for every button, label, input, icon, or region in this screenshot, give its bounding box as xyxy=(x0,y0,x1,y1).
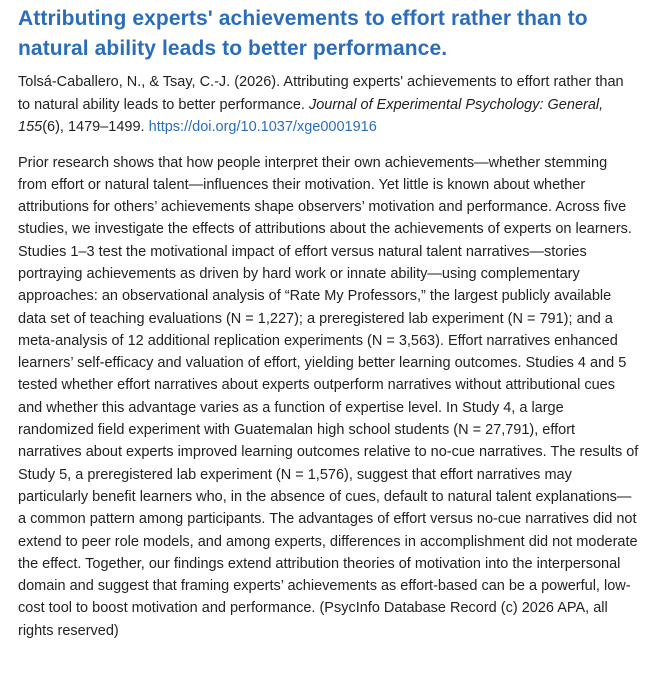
citation-authors: Tolsá-Caballero, N., & Tsay, C.-J. (2026). Attributing experts' achievements to effort rather than to natural ability leads to better performance. xyxy=(18,74,624,113)
doi-link[interactable]: https://doi.org/10.1037/xge0001916 xyxy=(148,119,377,135)
article-title: Attributing experts' achievements to effort rather than to natural ability leads to better performance. xyxy=(18,7,588,60)
abstract-text: Prior research shows that how people interpret their own achievements—whether stemming from effort or natural talent—influences their motivation. Yet little is known about whether attributions for others’ achievements shape observers’ motivation and performance. Across five studies, we investigate the effects of attributions about the achievements of experts on learners. Studies 1–3 test the motivational impact of effort versus natural talent narratives—stories portraying achievements as driven by hard work or innate ability—using complementary approaches: an observational analysis of “Rate My Professors,” the largest publicly available data set of teaching evaluations (N = 1,227); a preregistered lab experiment (N = 791); and a meta-analysis of 12 additional replication experiments (N = 3,563). Effort narratives enhanced learners’ self-efficacy and valuation of effort, yielding better learning outcomes. Studies 4 and 5 tested whether effort narratives about experts outperform narratives without attributional cues and whether this advantage varies as a function of expertise level. In Study 4, a large randomized field experiment with Guatemalan high school students (N = 27,791), effort narratives about experts improved learning outcomes relative to no-cue narratives. The results of Study 5, a preregistered lab experiment (N = 1,576), suggest that effort narratives may particularly benefit learners who, in the absence of cues, default to natural talent explanations—a common pattern among participants. The advantages of effort versus no-cue narratives did not extend to peer role models, and among experts, differences in accomplishment did not moderate the effect. Together, our findings extend attribution theories of motivation into the interpersonal domain and suggest that framing experts’ achievements as effort-based can be a powerful, low-cost tool to boost motivation and performance. (PsycInfo Database Record (c) 2026 APA, all rights reserved) xyxy=(18,154,639,639)
citation xyxy=(18,71,639,139)
citation-journal: Journal of Experimental Psychology: General, 155 xyxy=(18,96,604,135)
citation-issue-pages: (6), 1479–1499. xyxy=(42,119,149,135)
